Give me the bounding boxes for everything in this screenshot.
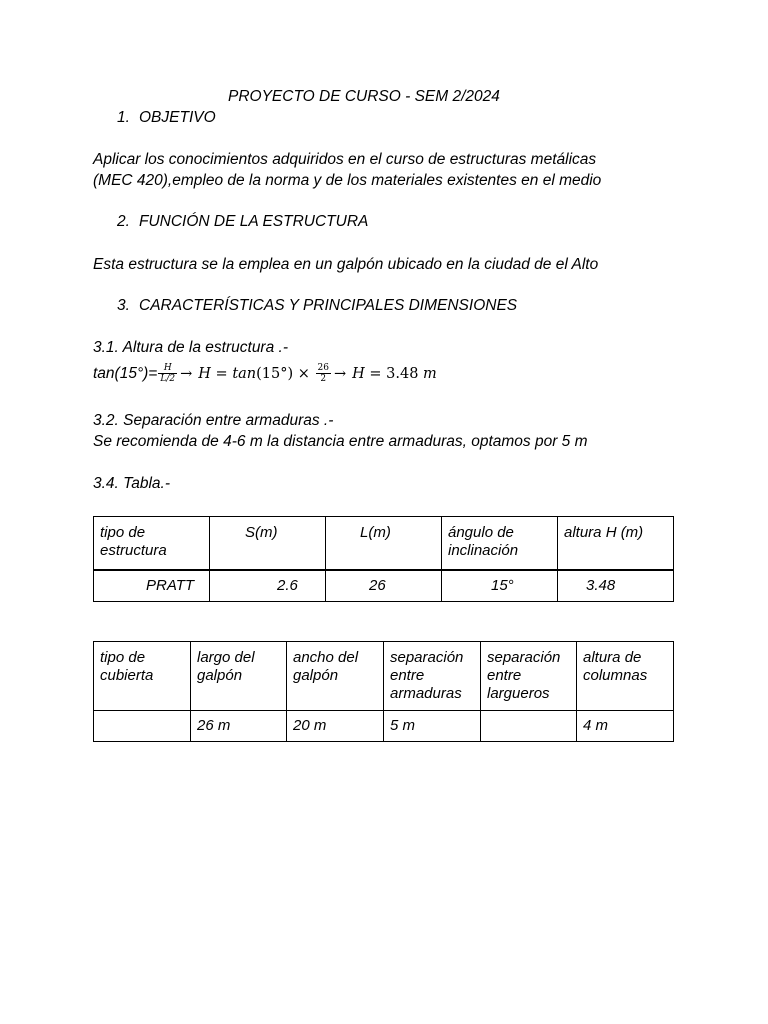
subsection-3-1-title: 3.1. Altura de la estructura .- [93, 339, 288, 356]
result-h-variable: H [352, 366, 365, 382]
section-3-heading [117, 296, 517, 316]
height-formula [93, 361, 437, 387]
table-cell: 15° [442, 570, 558, 602]
table-header-row [94, 642, 674, 711]
section-3-heading-text: CARACTERÍSTICAS Y PRINCIPALES DIMENSIONES [139, 297, 518, 314]
fraction-denominator: 2 [320, 374, 327, 385]
section-3-number: 3. [117, 297, 130, 314]
building-table [93, 641, 674, 742]
subsection-3-2-title: 3.2. Separación entre armaduras .- [93, 412, 334, 429]
table-cell: 3.48 [558, 570, 674, 602]
objective-line-1: Aplicar los conocimientos adquiridos en el curso de estructuras metálicas [93, 151, 597, 168]
header-cell: S(m) [210, 517, 326, 571]
arrow-1: → [180, 366, 193, 382]
section-1-heading [117, 108, 216, 128]
table-cell: 4 m [577, 711, 674, 742]
result-unit: m [423, 366, 437, 382]
header-cell: separación entre armaduras [384, 642, 481, 711]
table-cell: 20 m [287, 711, 384, 742]
table-cell: PRATT [94, 570, 210, 602]
table-cell: 2.6 [210, 570, 326, 602]
section-2-heading [117, 212, 368, 232]
header-cell: tipo de cubierta [94, 642, 191, 711]
table-cell: 26 [326, 570, 442, 602]
header-cell: ángulo de inclinación [442, 517, 558, 571]
header-cell: altura de columnas [577, 642, 674, 711]
header-cell: largo del galpón [191, 642, 287, 711]
fraction-numerator: 26 [317, 363, 329, 374]
objective-line-2: (MEC 420),empleo de la norma y de los materiales existentes en el medio [93, 172, 602, 189]
table-cell [481, 711, 577, 742]
section-2-heading-text: FUNCIÓN DE LA ESTRUCTURA [139, 213, 369, 230]
header-cell: L(m) [326, 517, 442, 571]
structure-table [93, 516, 674, 602]
formula-equals: = [210, 366, 233, 382]
section-1-heading-text: OBJETIVO [139, 109, 216, 126]
formula-lhs: tan(15°)= [93, 365, 158, 382]
fraction-denominator: L/2 [160, 374, 176, 385]
formula-tan-arg: (15°) × [256, 366, 315, 382]
table-row [94, 570, 674, 602]
header-cell: altura H (m) [558, 517, 674, 571]
formula-tan: tan [232, 366, 257, 382]
formula-h-variable: H [198, 366, 211, 382]
header-cell: tipo de estructura [94, 517, 210, 571]
header-cell: separación entre largueros [481, 642, 577, 711]
header-cell: ancho del galpón [287, 642, 384, 711]
fraction-h-over-l2 [158, 363, 177, 384]
table-header-row [94, 517, 674, 571]
arrow-2: → [333, 366, 347, 382]
separation-text: Se recomienda de 4-6 m la distancia entre armaduras, optamos por 5 m [93, 433, 588, 450]
table-cell: 26 m [191, 711, 287, 742]
subsection-3-4-title: 3.4. Tabla.- [93, 475, 170, 492]
table-cell [94, 711, 191, 742]
document-title: PROYECTO DE CURSO - SEM 2/2024 [228, 88, 500, 105]
section-2-number: 2. [117, 213, 130, 230]
table-cell: 5 m [384, 711, 481, 742]
fraction-numerator: H [158, 363, 177, 374]
fraction-26-over-2 [316, 363, 331, 384]
result-value: = 3.48 [364, 366, 424, 382]
function-text: Esta estructura se la emplea en un galpón ubicado en la ciudad de el Alto [93, 256, 599, 273]
section-1-number: 1. [117, 109, 130, 126]
table-row [94, 711, 674, 742]
